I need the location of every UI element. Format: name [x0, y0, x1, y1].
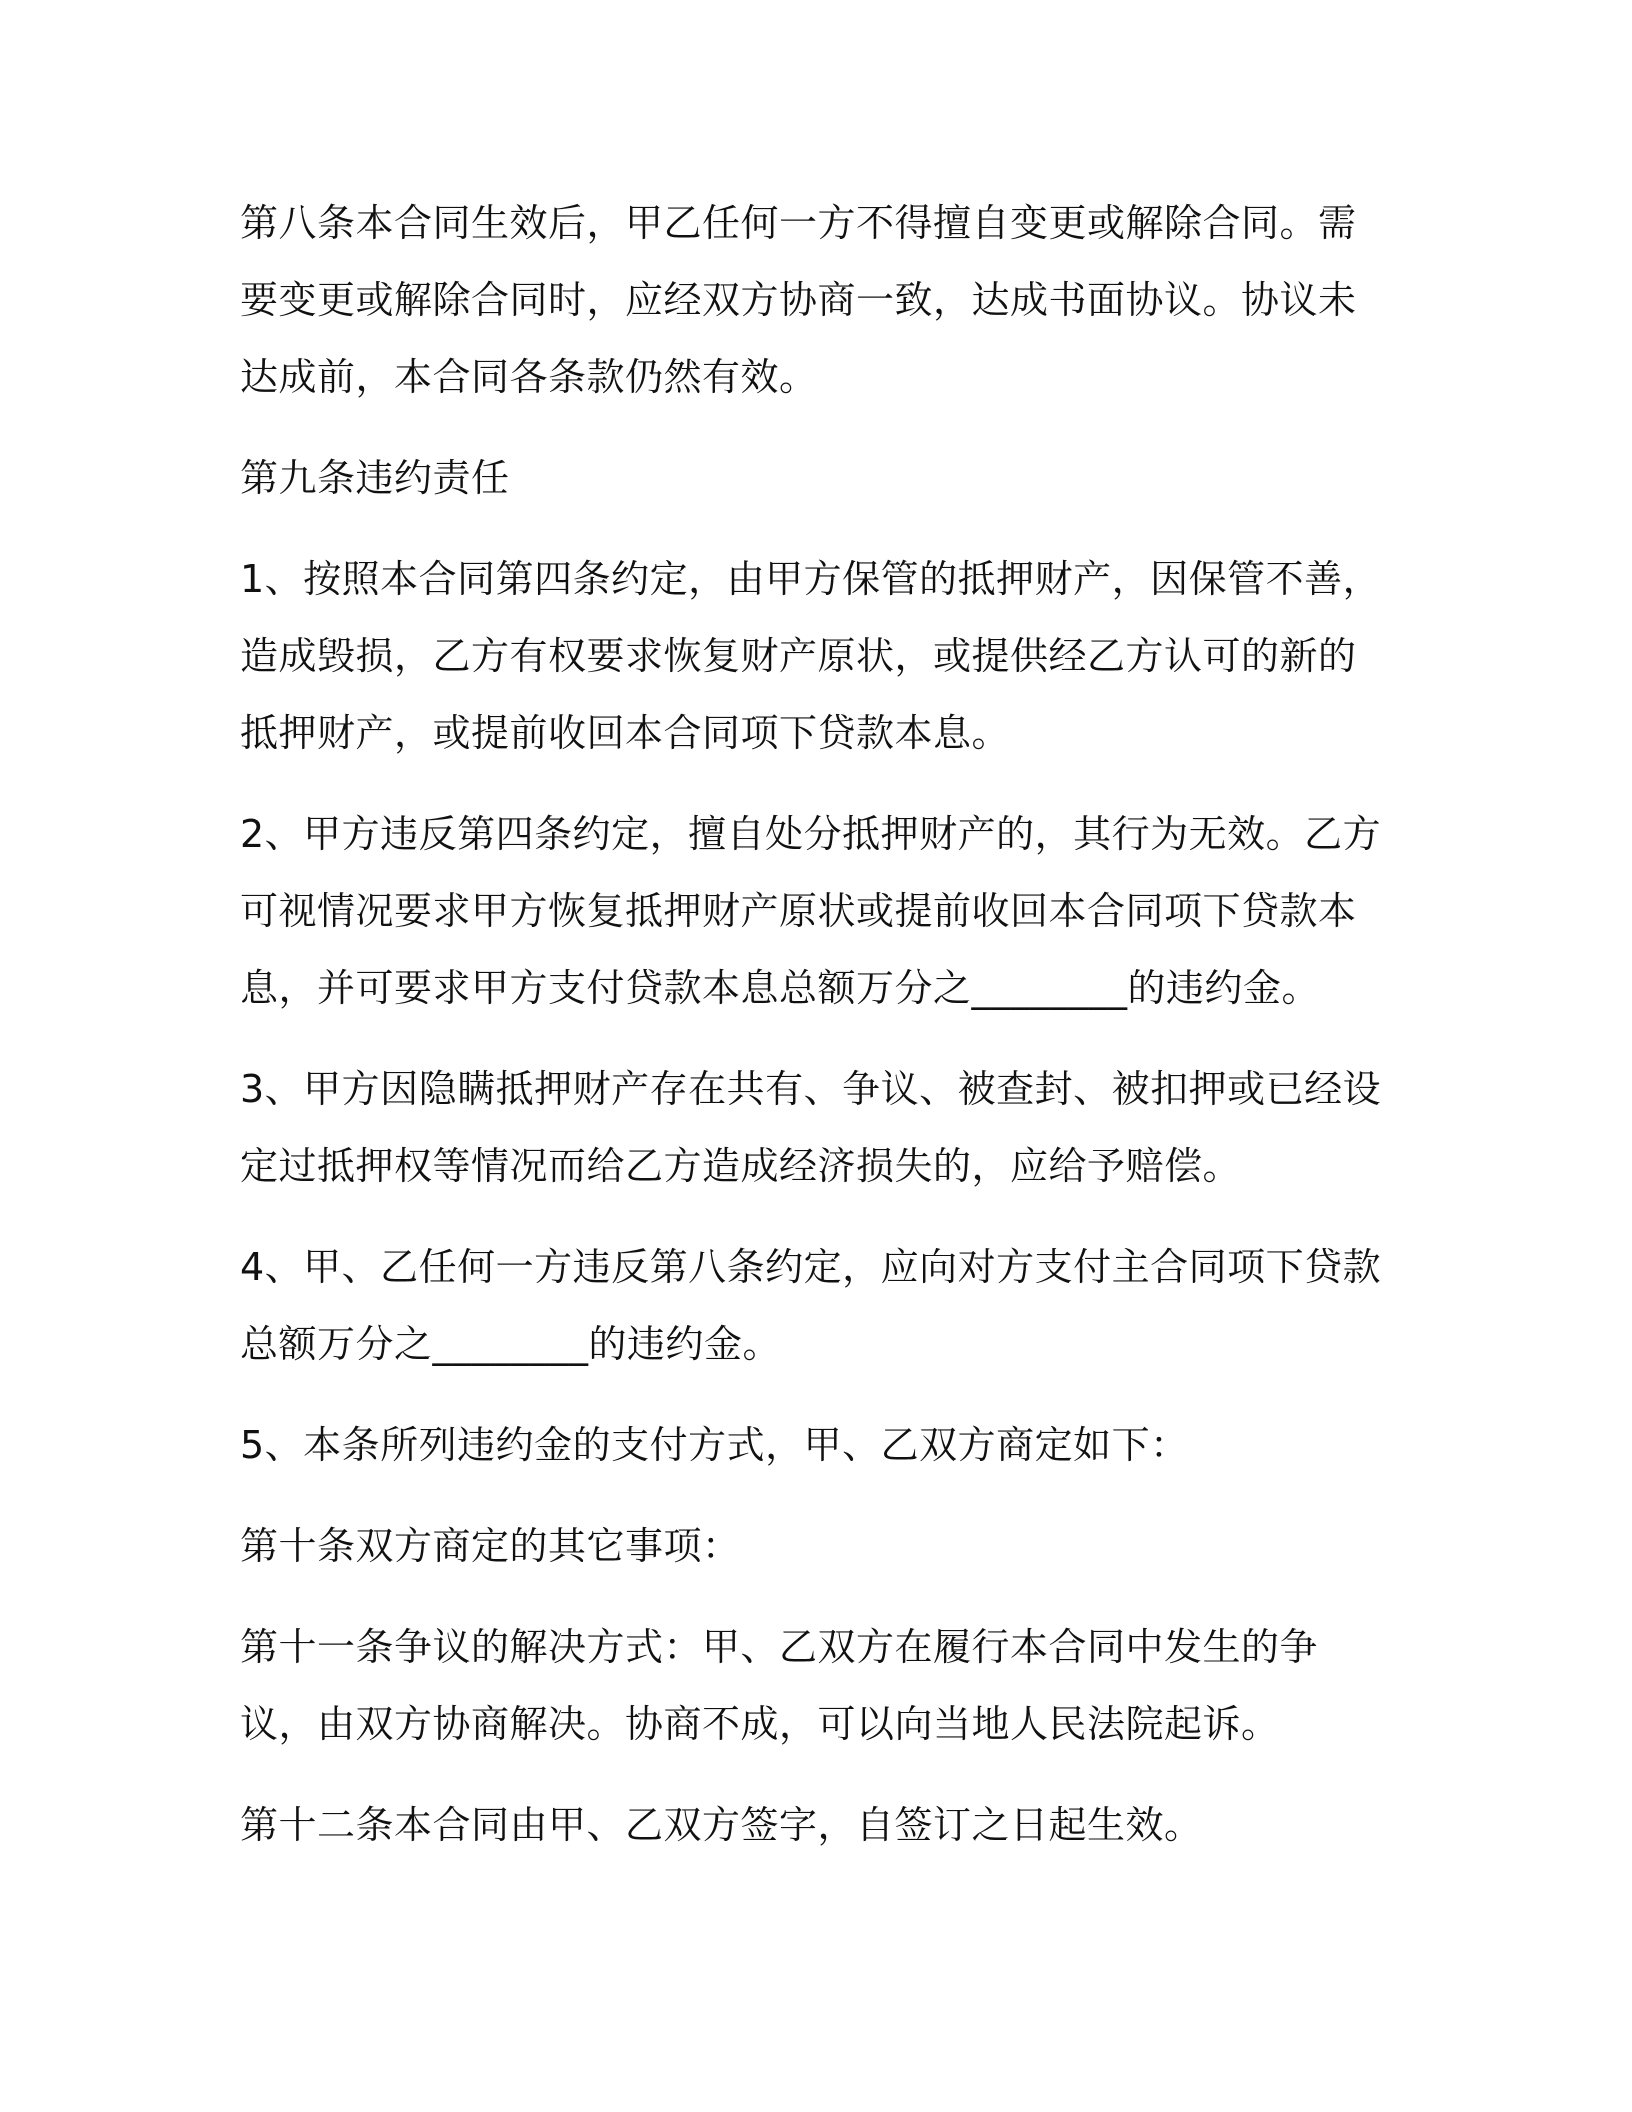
clause-5-paragraph: 5、本条所列违约金的支付方式，甲、乙双方商定如下： — [240, 1423, 1189, 1467]
article-11-paragraph: 第十一条争议的解决方式：甲、乙双方在履行本合同中发生的争议，由双方协商解决。协商不成，可以向当地人民法院起诉。 — [240, 1625, 1319, 1746]
article-8-paragraph: 第八条本合同生效后，甲乙任何一方不得擅自变更或解除合同。需要变更或解除合同时，应经双方协商一致，达成书面协议。协议未达成前，本合同各条款仍然有效。 — [240, 201, 1357, 399]
clause-1-paragraph: 1、按照本合同第四条约定，由甲方保管的抵押财产，因保管不善，造成毁损，乙方有权要求恢复财产原状，或提供经乙方认可的新的抵押财产，或提前收回本合同项下贷款本息。 — [240, 557, 1382, 755]
clause-3-paragraph: 3、甲方因隐瞒抵押财产存在共有、争议、被查封、被扣押或已经设定过抵押权等情况而给乙方造成经济损失的，应给予赔偿。 — [240, 1067, 1382, 1188]
article-9-heading: 第九条违约责任 — [240, 456, 510, 500]
clause-2-paragraph: 2、甲方违反第四条约定，擅自处分抵押财产的，其行为无效。乙方可视情况要求甲方恢复抵押财产原状或提前收回本合同项下贷款本息，并可要求甲方支付贷款本息总额万分之________的违约金。 — [240, 812, 1382, 1010]
document-page — [240, 185, 1390, 1888]
article-10-paragraph: 第十条双方商定的其它事项： — [240, 1524, 741, 1568]
article-12-paragraph: 第十二条本合同由甲、乙双方签字，自签订之日起生效。 — [240, 1803, 1203, 1847]
clause-4-paragraph: 4、甲、乙任何一方违反第八条约定，应向对方支付主合同项下贷款总额万分之________的违约金。 — [240, 1245, 1382, 1366]
